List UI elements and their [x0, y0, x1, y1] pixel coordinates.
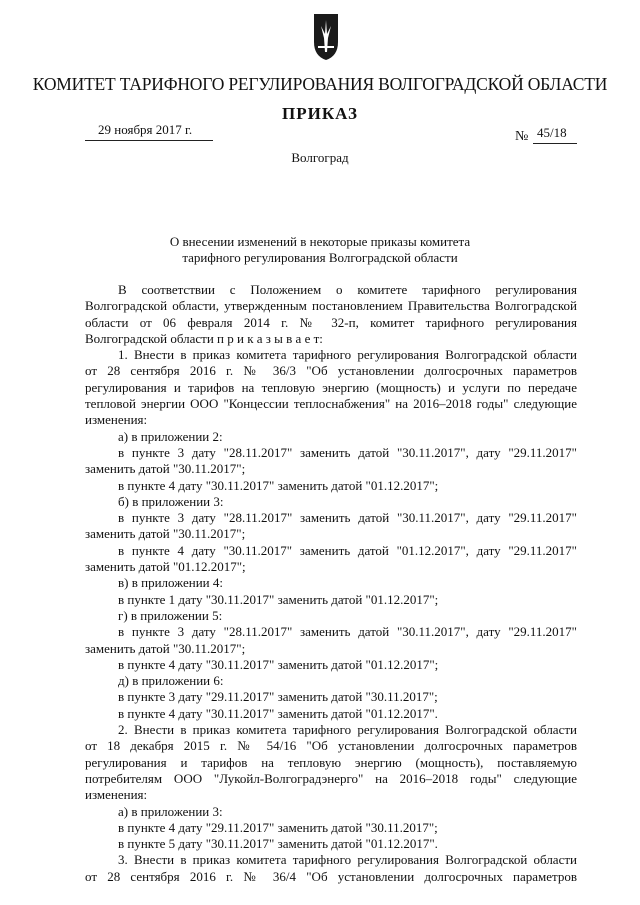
- city: Волгоград: [291, 150, 349, 165]
- body-line: области от 06 февраля 2014 г. № 32-п, комитет тарифного регулирования: [85, 314, 577, 330]
- body-line: в пункте 1 дату "30.11.2017" заменить датой "01.12.2017";: [118, 591, 439, 607]
- number-sign: №: [515, 129, 529, 144]
- number-underline: [533, 143, 577, 144]
- document-number: 45/18: [537, 125, 567, 140]
- subject-line: О внесении изменений в некоторые приказы комитета: [169, 234, 471, 249]
- body-line: от 28 сентября 2016 г. № 36/4 "Об установлении долгосрочных параметров: [85, 868, 577, 884]
- body-line: в) в приложении 4:: [118, 575, 223, 591]
- body-line: тепловой энергии ООО "Концессии теплоснабжения" на 2016–2018 годы" следующие: [85, 396, 577, 412]
- body-line: в пункте 3 дату "28.11.2017" заменить датой "30.11.2017", дату "29.11.2017": [118, 624, 577, 640]
- body-line: а) в приложении 3:: [118, 803, 223, 819]
- document-type: ПРИКАЗ: [282, 104, 358, 123]
- body-line: 2. Внести в приказ комитета тарифного регулирования Волгоградской области: [118, 722, 577, 738]
- document-date: 29 ноября 2017 г.: [98, 122, 193, 137]
- body-line: потребителям ООО "Лукойл-Волгоградэнерго" на 2016–2018 годы" следующие: [85, 770, 577, 786]
- body-line: а) в приложении 2:: [118, 428, 223, 444]
- body-line: изменения:: [85, 787, 148, 803]
- committee-title: КОМИТЕТ ТАРИФНОГО РЕГУЛИРОВАНИЯ ВОЛГОГРАДСКОЙ ОБЛАСТИ: [32, 74, 608, 94]
- body-line: в пункте 4 дату "30.11.2017" заменить датой "01.12.2017";: [118, 477, 439, 493]
- body-line: г) в приложении 5:: [118, 607, 223, 623]
- body-line: в пункте 4 дату "30.11.2017" заменить датой "01.12.2017", дату "29.11.2017": [118, 542, 577, 558]
- body-line: в пункте 3 дату "29.11.2017" заменить датой "30.11.2017";: [118, 689, 438, 705]
- body-line: от 18 декабря 2015 г. № 54/16 "Об установлении долгосрочных параметров: [85, 738, 577, 754]
- body-line: регулирования и тарифов на тепловую энергию (мощность) и услуги по передаче: [85, 379, 577, 395]
- body-line: изменения:: [85, 412, 148, 428]
- body-line: в пункте 4 дату "30.11.2017" заменить датой "01.12.2017".: [118, 705, 438, 721]
- body-line: в пункте 3 дату "28.11.2017" заменить датой "30.11.2017", дату "29.11.2017": [118, 510, 577, 526]
- body-line: в пункте 4 дату "29.11.2017" заменить датой "30.11.2017";: [118, 819, 438, 835]
- body-line: регулирования и тарифов на тепловую энергию (мощность), поставляемую: [85, 754, 577, 770]
- body-line: заменить датой "30.11.2017";: [85, 526, 246, 542]
- body-line: заменить датой "30.11.2017";: [85, 461, 246, 477]
- body-line: заменить датой "01.12.2017";: [85, 559, 246, 575]
- volgograd-coat-of-arms-icon: [312, 12, 340, 62]
- body-line: в пункте 4 дату "30.11.2017" заменить датой "01.12.2017";: [118, 656, 439, 672]
- body-line: в пункте 3 дату "28.11.2017" заменить датой "30.11.2017", дату "29.11.2017": [118, 444, 577, 460]
- body-line: заменить датой "30.11.2017";: [85, 640, 246, 656]
- body-line: б) в приложении 3:: [118, 493, 224, 509]
- subject-line: тарифного регулирования Волгоградской области: [182, 250, 458, 265]
- body-line: Волгоградской области, утвержденным постановлением Правительства Волгоградской: [85, 298, 577, 314]
- body-line: 3. Внести в приказ комитета тарифного регулирования Волгоградской области: [118, 852, 577, 868]
- body-line: в пункте 5 дату "30.11.2017" заменить датой "01.12.2017".: [118, 836, 438, 852]
- body-line: д) в приложении 6:: [118, 673, 224, 689]
- body-line: Волгоградской области п р и к а з ы в а е т:: [85, 330, 323, 346]
- body-line: от 28 сентября 2016 г. № 36/3 "Об установлении долгосрочных параметров: [85, 363, 577, 379]
- date-underline: [85, 140, 213, 141]
- body-line: В соответствии с Положением о комитете тарифного регулирования: [118, 282, 577, 297]
- body-line: 1. Внести в приказ комитета тарифного регулирования Волгоградской области: [118, 347, 577, 363]
- document-body: [85, 282, 577, 885]
